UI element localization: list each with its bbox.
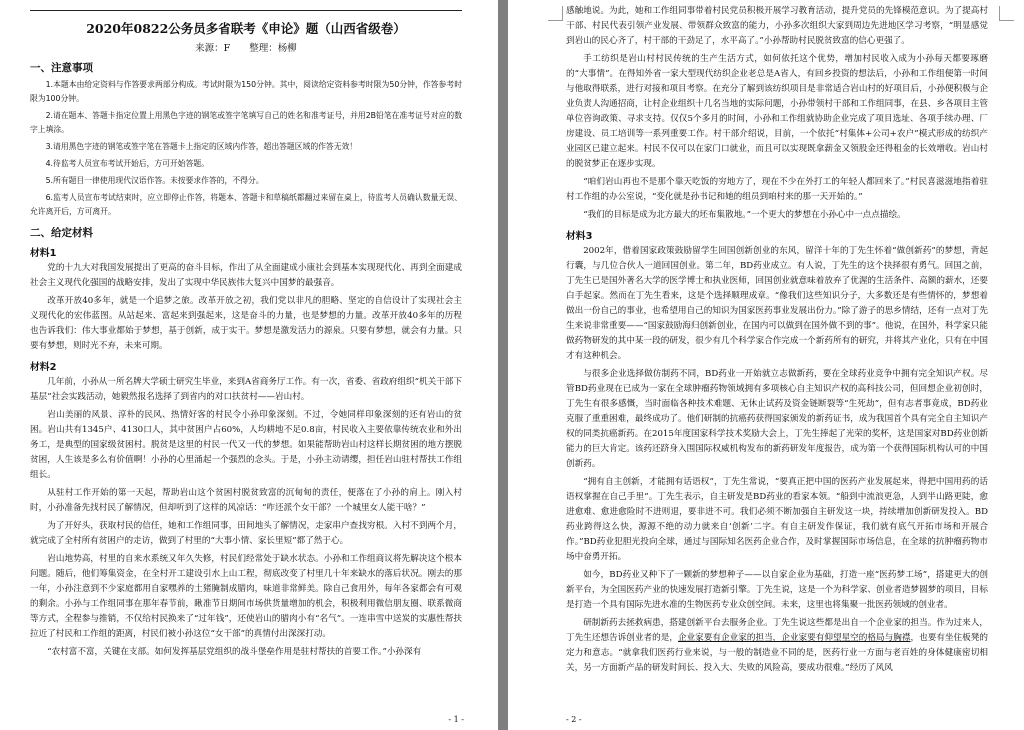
- document-meta: [30, 40, 462, 54]
- paragraph: 从驻村工作开始的第一天起，帮助岩山这个贫困村脱贫致富的沉甸甸的责任，便落在了小孙的肩上。刚入村时，小孙准备先找村民了解情况，但却听到了这样的风凉话：“咋还派个女干部？一个城里女人能干啥？”: [30, 488, 462, 513]
- note-item: 5.所有题目一律使用现代汉语作答。未按要求作答的，不得分。: [45, 176, 264, 185]
- material-2-heading: 材料2: [30, 362, 57, 373]
- document-title: 2020年0822公务员多省联考《申论》题（山西省级卷）: [86, 21, 406, 36]
- text-run: 研制新药去拯救病患，搭建创新平台去服务企业。丁先生说这些都是出自一个企业家的担当。作为过来人，丁先生还想告诉创业者的是，: [566, 618, 988, 643]
- page-number: - 1 -: [448, 715, 464, 724]
- section-heading-materials: 二、给定材料: [30, 227, 93, 239]
- note-item: 6.监考人员宣布考试结束时，应立即停止作答，将题本、答题卡和草稿纸都翻过来留在桌上，待监考人员确认数量无误、允许离开后，方可离开。: [30, 193, 462, 216]
- paragraph: 党的十九大对我国发展提出了更高的奋斗目标，作出了从全面建成小康社会到基本实现现代化、再到全面建成社会主义现代化强国的战略安排，发出了实现中华民族伟大复兴中国梦的最强音。: [30, 263, 462, 288]
- paragraph: 如今，BD药业又种下了一颗新的梦想种子——以自家企业为基础，打造一座“医药梦工场”，搭建更大的创新平台，为全国医药产业的快速发展打造新引擎。丁先生说，这是一个为科学家、创业者造梦圆梦的项目，目标是打造一个具有国际先进水准的生物医药专业众创空间。未来，这里也将集聚一批医药领域的创业者。: [566, 570, 988, 610]
- paragraph: 为了开好头，获取村民的信任，她和工作组同事，田间地头了解情况，走家串户查找穷根。入村不到两个月，就完成了全村所有贫困户的走访，做到了村里的“大事小情、家长里短”都了然于心。: [30, 521, 462, 546]
- document-page-1: [0, 0, 498, 730]
- paragraph: 几年前，小孙从一所名牌大学硕士研究生毕业，来到A省商务厅工作。有一次，省委、省政府组织“机关干部下基层”社会实践活动，她毅然报名选择了到省内的对口扶贫村——岩山村。: [30, 377, 462, 402]
- page-number: - 2 -: [566, 715, 582, 724]
- underlined-text: 企业家要有企业家的担当，企业家要有仰望星空的格局与胸襟: [677, 633, 911, 643]
- paragraph: “农村富不富，关键在支部。如何发挥基层党组织的战斗堡垒作用是驻村帮扶的首要工作。”小孙深有: [47, 647, 422, 657]
- text-run: ，也要有坐住板凳的定力和意志。“就拿我们医药行业来说，与一般的制造业不同的是，医药行业一方面与老百姓的身体健康密切相关，另一方面新产品的研发时间长、投入大、失败的风险高，要成功很难。”经历了风风: [566, 633, 988, 673]
- paragraph: 手工纺织是岩山村村民传统的生产生活方式，如何依托这个优势，增加村民收入成为小孙每天都要琢磨的“大事情”。在得知外省一家大型现代纺织企业老总是A省人，有回乡投资的想法后，小孙和工作组便第一时间与他取得联系，进行对接和项目考察。在充分了解到该纺织项目是非常适合岩山村的好项目后，小孙便积极与企业负责人沟通招商，让村企业组织十几名当地的实际问题，小孙带领村干部和工作组同事，在县、乡各项目主管单位咨询政策、寻求支持。仅仅5个多月的时间，小孙和工作组就协助企业完成了项目选址、各项手续办理、厂房建设、员工培训等一系列重要工作。村干部介绍说，目前，一个依托“村集体+公司+农户”模式形成的纺织产业园区已建立起来。村民不仅可以在家门口就业，而且可以实现既拿薪金又领股金还得租金的长效增收。岩山村的脱贫梦正在逐步实现。: [566, 54, 988, 169]
- paragraph: 与很多企业选择做仿制药不同，BD药业一开始就立志做新药，要在全球药业竞争中拥有完全知识产权。尽管BD药业现在已成为一家在全球肿瘤药物领域拥有多项核心自主知识产权的高科技公司，但回想企业初创时，丁先生有很多感慨，当时面临各种技术难题、无休止试药及资金链断裂等“生死劫”，但有志者事竟成，BD药业克服了重重困难，最终成功了。他们研制的抗癌药获得国家颁发的新药证书，成为我国首个具有完全自主知识产权的同类抗癌新药。在2015年度国家科学技术奖励大会上，丁先生捧起了光荣的奖杯，这是国家对BD药业创新能力的巨大肯定。该药还跻身入围国际权威机构发布的新药研发年度报告，成为第一个获得国际机构认可的中国创新药。: [566, 369, 988, 469]
- crop-mark: [999, 6, 1014, 21]
- paragraph: 岩山地势高，村里的自来水系统又年久失修，村民们经常处于缺水状态。小孙和工作组商议将先解决这个根本问题。随后，他们筹集资金，在全村开工建设引水上山工程，彻底改变了村里几十年来缺水的落后状况。刚去的那一年，小孙注意到不少家庭都用自家嘿养的土猪腌制成腊肉，味道非常鲜美。除自己食用外，每年各家都会有可观的剩余。小孙与工作组同事在那年春节前，瞅准节日期间市场供货量增加的机会，积极利用微信朋友圈、联系微商等方式，全程参与推销，不仅给村民换来了“过年钱”，还使岩山的腊肉小有“名气”。一连串雪中送炭的实惠性帮扶拉近了村民和工作组的距离，村民们被小孙这位“女干部”的真情付出深深打动。: [30, 554, 462, 639]
- note-item: 3.请用黑色字迹的钢笔或签字笔在答题卡上指定的区域内作答，超出答题区域的作答无效！: [45, 142, 358, 151]
- material-1-heading: 材料1: [30, 248, 57, 259]
- section-heading-notes: 一、注意事项: [30, 62, 93, 74]
- source-label: 来源：F: [195, 43, 231, 54]
- note-item: 1.本题本由给定资料与作答要求两部分构成。考试时限为150分钟。其中，阅读给定资料参考时限为50分钟，作答参考时限为100分钟。: [30, 80, 462, 103]
- note-item: 4.待监考人员宣布考试开始后，方可开始答题。: [45, 159, 209, 168]
- paragraph: 岩山美丽的风景、淳朴的民风、热情好客的村民令小孙印象深刻。不过，令她同样印象深刻的还有岩山的贫困。岩山共有1345户、4130口人，其中贫困户占60%，人均耕地不足0.8亩，村民收入主要依靠传统农业和外出务工，是典型的国家级贫困村。脱贫是这里的村民一代又一代的梦想。如果能帮助岩山村这样长期贫困的地方摆脱贫困，人生该是多么有价值啊！小孙的心里涌起一个强烈的念头。于是，小孙主动请缨，担任岩山驻村帮扶工作组组长。: [30, 410, 462, 480]
- note-item: 2.请在题本、答题卡指定位置上用黑色字迹的钢笔或签字笔填写自己的姓名和准考证号，并用2B铅笔在准考证号对应的数字上填涂。: [30, 111, 462, 134]
- crop-mark: [548, 6, 563, 21]
- paragraph: 改革开放40多年，就是一个追梦之旅。改革开放之初，我们党以非凡的胆略、坚定的自信设计了实现社会主义现代化的宏伟蓝图。从站起来、富起来到强起来，这是奋斗的力量，也是梦想的力量。改革开放40多年的历程也告诉我们：伟大事业都始于梦想，基于创新，成于实干。梦想是激发活力的源泉。只要有梦想，就会有力量。只要有梦想，则时光不弃，未来可期。: [30, 296, 462, 351]
- notes-list: [30, 78, 462, 219]
- paragraph: 感触地说。为此，她和工作组同事带着村民党员积极开展学习教育活动，提升党员的先锋模范意识。为了提高村干部、村民代表引领产业发展、带领群众致富的能力，小孙多次组织大家到周边先进地区学习考察，“明显感觉到岩山的民心齐了，村干部的干劲足了，水平高了。”小孙帮助村民脱贫致富的信心更强了。: [566, 6, 988, 46]
- paragraph: “拥有自主创新，才能拥有话语权”，丁先生常说，“要真正把中国的医药产业发展起来，得把中国用药的话语权掌握在自己手里”。丁先生表示，自主研发是BD药业的看家本领。“船到中流浪更急，人到半山路更陡，愈进愈难、愈进愈险时不进则退，要非进不可。我们必须不断加强自主研发这一块，持续增加创新研发投入。BD药业跨得这么快，源源不绝的动力就来自‘创新’二字。有自主研发作保证，我们就有底气开拓市场和开展合作。”BD药业犯胆光投向全球，通过与国际知名医药企业合作，及时掌握国际市场信息，在全球的抗肿瘤药物市场中奋勇开拓。: [566, 477, 988, 562]
- document-page-2: [508, 0, 1024, 730]
- page-top-rule: [30, 10, 462, 11]
- paragraph: “我们的目标是成为北方最大的坯布集散地。”一个更大的梦想在小孙心中一点点描绘。: [583, 210, 906, 220]
- editor-label: 整理：杨柳: [249, 43, 297, 54]
- paragraph: “咱们岩山再也不是那个靠天吃饭的穷地方了，现在不少在外打工的年轻人都回来了。”村民喜滋滋地指着驻村工作组的办公室说，“变化就是孙书记和她的组员到咱村来的那一天开始的。”: [566, 177, 988, 202]
- paragraph: [566, 616, 988, 676]
- material-3-heading: 材料3: [566, 231, 593, 242]
- paragraph: 2002年，借着国家政策鼓励留学生回国创新创业的东风，留洋十年的丁先生怀着“做创新药”的梦想，背起行囊，与几位合伙人一道回国创业。第二年，BD药业成立。有人说，丁先生的这个抉择很有勇气。回国之前，丁先生已是国外著名大学的医学博士和执业医师，回国创业就意味着放弃了优渥的生活条件、高额的薪水，还要白手起家。然而在丁先生看来，这是个选择顺理成章。“像我们这些知识分子，大多数还是有些情怀的，梦想着做出一份自己的事业，也希望用自己的知识为国家医药事业发展出份力。”除了游子的思乡情结，还有一点对丁先生来说非常重要——“国家鼓励海归创新创业，在国内可以做到在国外做不到的事”。他说，在国外，科学家只能做药物研发的其中某一段的研发，很少有几个科学家合作完成一个新药所有的研究，并将其产业化，只有在中国才有这种机会。: [566, 246, 988, 361]
